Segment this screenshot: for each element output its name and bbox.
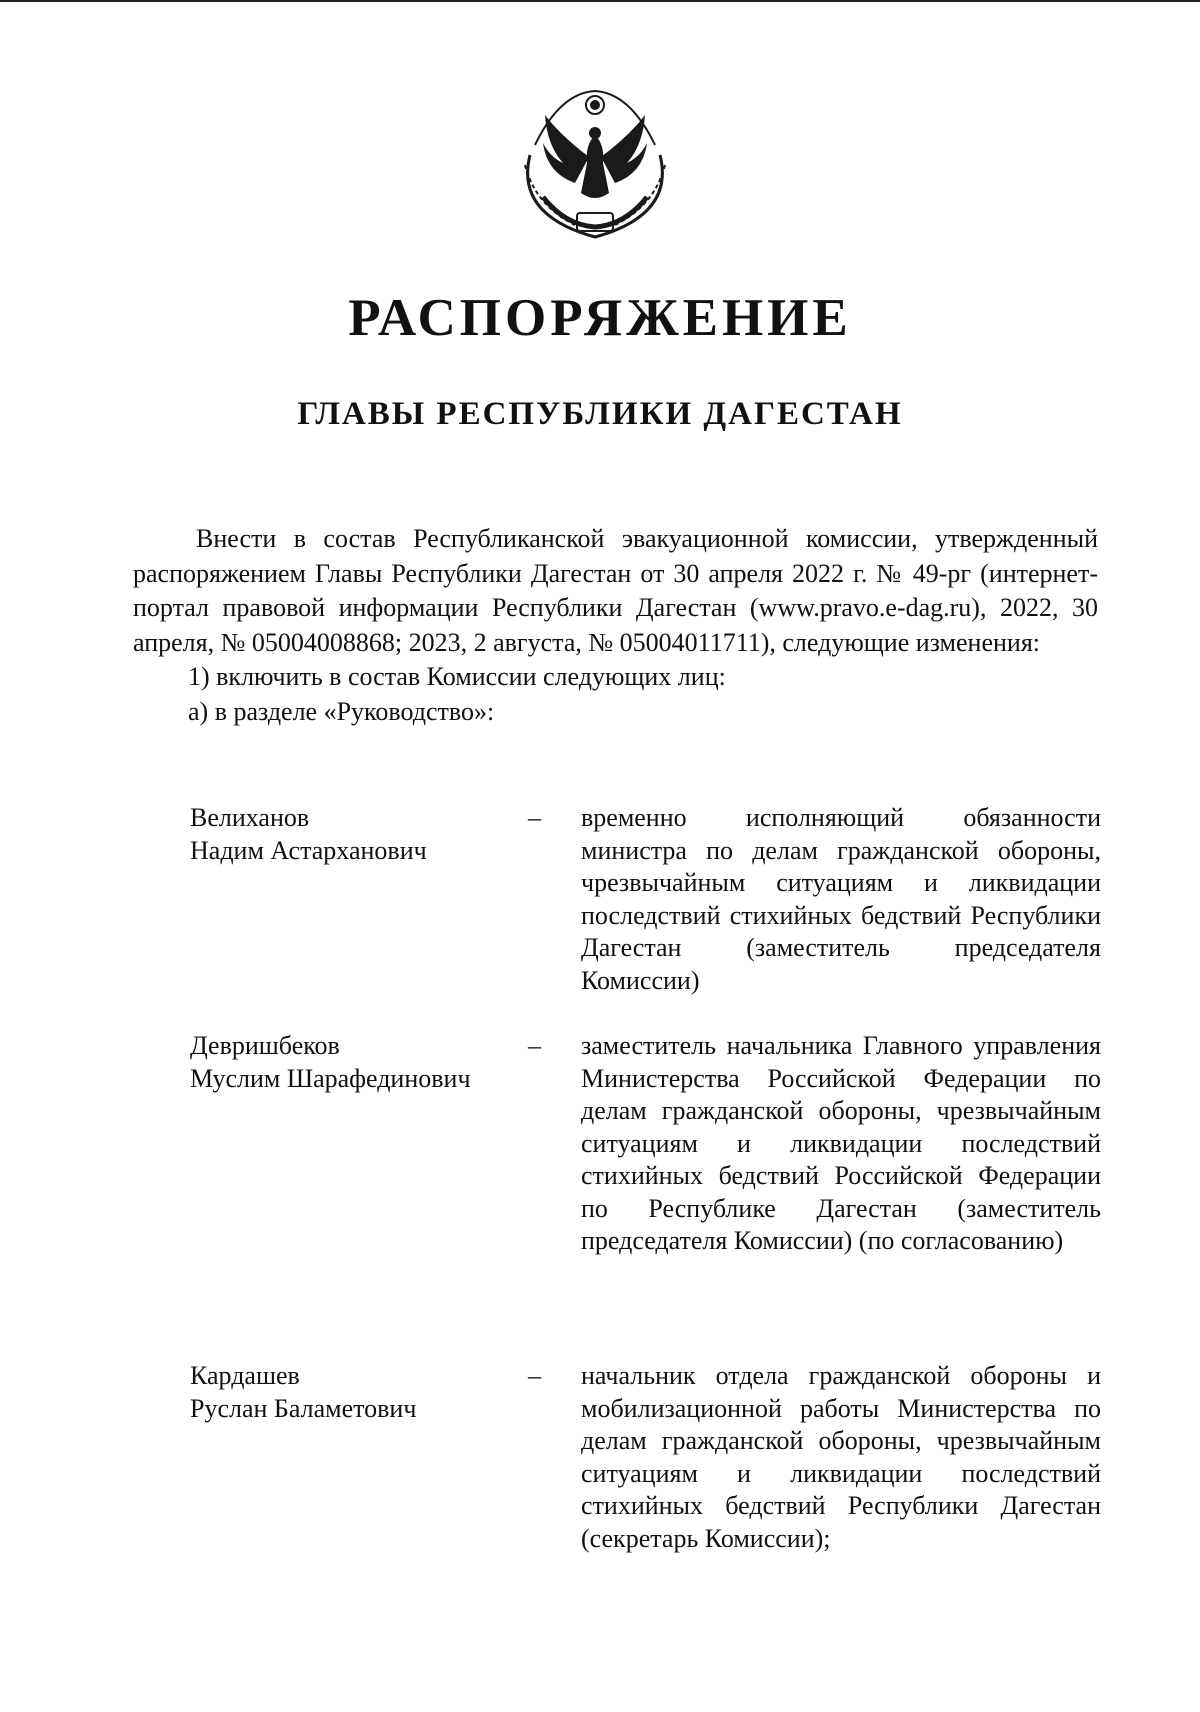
document-body (133, 522, 1098, 729)
scan-edge (0, 0, 1200, 2)
list-item-a: а) в разделе «Руководство»: (188, 696, 495, 726)
member-surname: Велиханов (190, 803, 310, 832)
document-subtitle: ГЛАВЫ РЕСПУБЛИКИ ДАГЕСТАН (297, 396, 903, 432)
dash-separator: – (528, 1031, 541, 1060)
member-given-name: Муслим Шарафединович (190, 1063, 471, 1093)
member-surname: Девришбеков (190, 1031, 340, 1060)
member-name (190, 1030, 500, 1095)
member-name (190, 1360, 500, 1425)
dash-separator: – (528, 803, 541, 832)
member-given-name: Надим Астарханович (190, 835, 427, 865)
member-name (190, 802, 500, 867)
list-item-1: 1) включить в состав Комиссии следующих лиц: (188, 662, 726, 691)
member-description: начальник отдела гражданской обороны и мобилизационной работы Министерства по делам гражданской обороны, чрезвычайным ситуациям и ликвидации последствий стихийных бедствий Республики Дагестан (секретарь Комиссии); (581, 1361, 1101, 1553)
dash-separator: – (528, 1361, 541, 1390)
member-given-name: Руслан Баламетович (190, 1393, 417, 1423)
intro-paragraph: Внести в состав Республиканской эвакуационной комиссии, утвержденный распоряжением Главы Республики Дагестан от 30 апреля 2022 г. № 49-рг (интернет-портал правовой информации Республики Дагестан (www.pravo.e-dag.ru), 2022, 30 апреля, № 05004008868; 2023, 2 августа, № 05004011711), следующие изменения: (133, 524, 1098, 657)
dagestan-coat-of-arms-icon (505, 85, 685, 245)
document-title: РАСПОРЯЖЕНИЕ (348, 289, 852, 347)
member-description: заместитель начальника Главного управления Министерства Российской Федерации по делам гражданской обороны, чрезвычайным ситуациям и ликвидации последствий стихийных бедствий Российской Федерации по Республике Дагестан (заместитель председателя Комиссии) (по согласованию) (581, 1031, 1101, 1255)
member-description: временно исполняющий обязанности министра по делам гражданской обороны, чрезвычайным ситуациям и ликвидации последствий стихийных бедствий Республики Дагестан (заместитель председателя Комиссии) (581, 803, 1101, 995)
member-surname: Кардашев (190, 1361, 300, 1390)
